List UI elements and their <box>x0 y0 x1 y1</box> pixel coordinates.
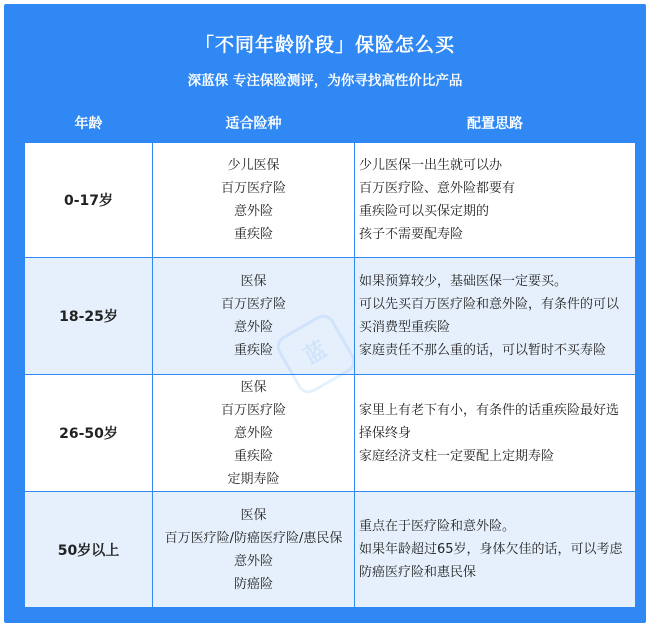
age-cell: 26-50岁 <box>25 375 153 492</box>
table-row <box>25 492 636 608</box>
type-item: 定期寿险 <box>227 471 280 487</box>
column-header-ideas: 配置思路 <box>355 104 636 143</box>
type-item: 重疾险 <box>233 448 273 464</box>
type-item: 百万医疗险 <box>220 402 286 418</box>
page-subtitle: 深蓝保 专注保险测评，为你寻找高性价比产品 <box>187 73 463 89</box>
type-item: 防癌险 <box>233 576 273 592</box>
type-item: 百万医疗险/防癌医疗险/惠民保 <box>164 530 343 546</box>
type-item: 意外险 <box>233 553 273 569</box>
type-item: 意外险 <box>233 204 273 219</box>
table-row <box>25 143 636 258</box>
types-cell <box>153 375 355 492</box>
page-title: 「不同年龄阶段」保险怎么买 <box>194 34 455 56</box>
types-cell <box>153 143 355 258</box>
age-cell: 50岁以上 <box>25 492 153 608</box>
type-item: 意外险 <box>233 425 273 441</box>
type-item: 重疾险 <box>233 227 273 242</box>
column-header-types: 适合险种 <box>153 104 355 143</box>
column-header-age: 年龄 <box>25 104 153 143</box>
idea-item: 家庭经济支柱一定要配上定期寿险 <box>359 448 555 464</box>
idea-item: 重点在于医疗险和意外险。 <box>359 519 516 534</box>
table-row <box>25 375 636 492</box>
age-cell: 18-25岁 <box>25 258 153 375</box>
idea-item: 重疾险可以买保定期的 <box>359 204 490 219</box>
ideas-cell <box>355 258 636 375</box>
table-header-row <box>25 104 636 143</box>
idea-item: 如果预算较少，基础医保一定要买。 <box>359 274 568 289</box>
type-item: 意外险 <box>233 320 273 335</box>
age-cell: 0-17岁 <box>25 143 153 258</box>
infographic-frame <box>4 4 646 623</box>
ideas-cell <box>355 492 636 608</box>
ideas-cell <box>355 143 636 258</box>
idea-item: 家里上有老下有小，有条件的话重疾险最好选择保终身 <box>359 402 620 441</box>
type-item: 医保 <box>240 379 267 395</box>
type-item: 医保 <box>240 507 267 523</box>
type-item: 百万医疗险 <box>220 297 286 312</box>
type-item: 百万医疗险 <box>220 181 286 196</box>
idea-item: 家庭责任不那么重的话，可以暂时不买寿险 <box>359 343 607 358</box>
idea-item: 可以先买百万医疗险和意外险，有条件的可以买消费型重疾险 <box>359 297 620 335</box>
idea-item: 百万医疗险、意外险都要有 <box>359 181 516 196</box>
types-cell <box>153 492 355 608</box>
type-item: 重疾险 <box>233 343 273 358</box>
idea-item: 孩子不需要配寿险 <box>359 227 464 242</box>
watermark-logo: 蓝 <box>272 310 359 397</box>
idea-item: 少儿医保一出生就可以办 <box>359 158 503 173</box>
idea-item: 如果年龄超过65岁，身体欠佳的话，可以考虑防癌医疗险和惠民保 <box>359 542 623 580</box>
ideas-cell <box>355 375 636 492</box>
type-item: 医保 <box>240 274 267 289</box>
type-item: 少儿医保 <box>227 158 280 173</box>
